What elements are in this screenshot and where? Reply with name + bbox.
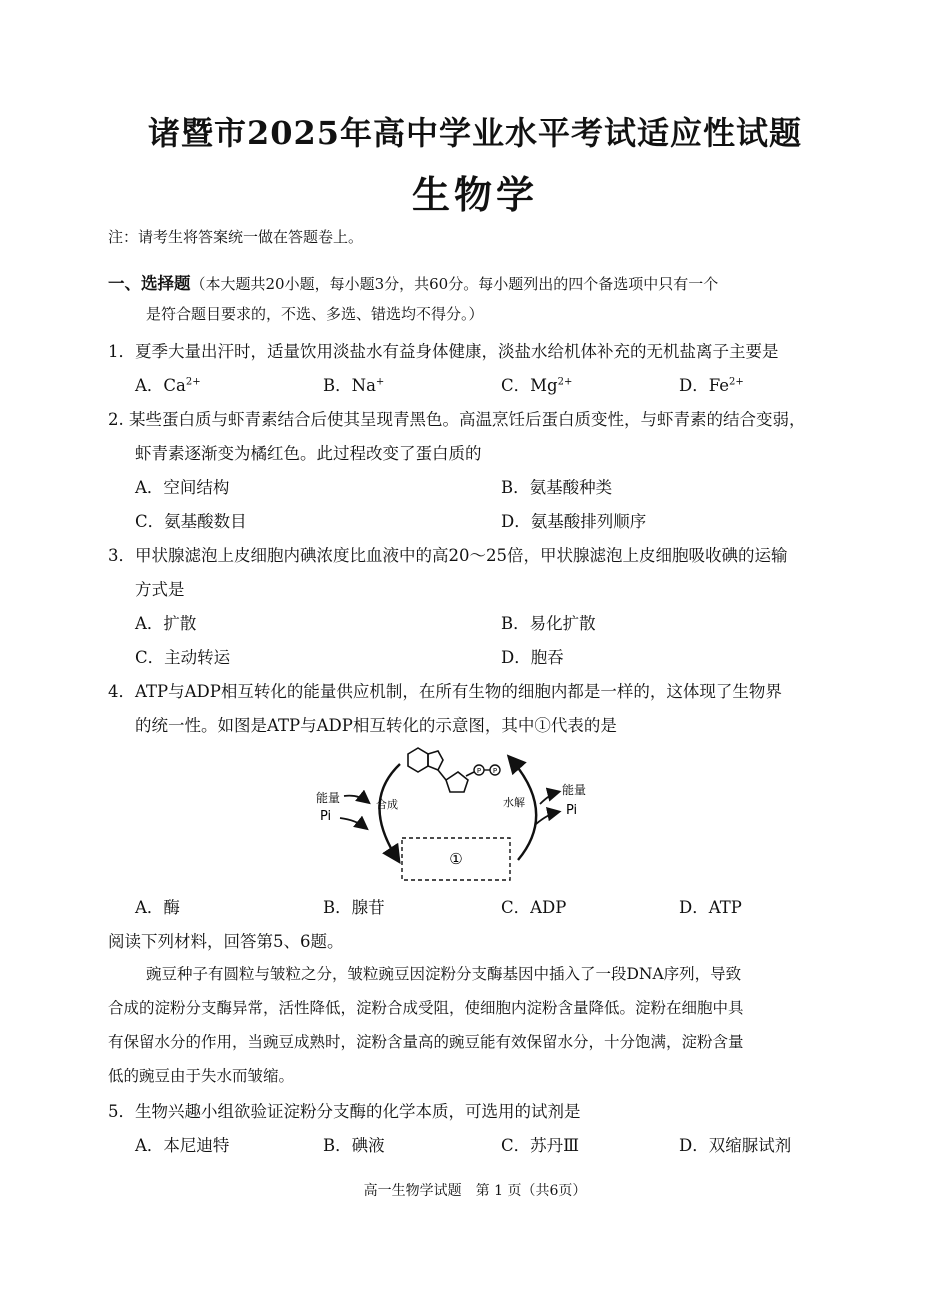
left-pi-label: Pi [320, 809, 332, 824]
q1-option-b: B．Na+ [323, 376, 385, 395]
reading-paragraph-line-1: 豌豆种子有圆粒与皱粒之分，皱粒豌豆因淀粉分支酶基因中插入了一段DNA序列，导致 [146, 965, 742, 983]
q1-stem: 1．夏季大量出汗时，适量饮用淡盐水有益身体健康，淡盐水给机体补充的无机盐离子主要是 [108, 342, 779, 361]
q5-option-c: C．苏丹Ⅲ [501, 1136, 580, 1155]
section1-desc-1: （本大题共20小题，每小题3分，共60分。每小题列出的四个备选项中只有一个 [190, 275, 719, 293]
reading-paragraph-line-3: 有保留水分的作用，当豌豆成熟时，淀粉含量高的豌豆能有效保留水分，十分饱满，淀粉含量 [108, 1033, 744, 1051]
right-pi-label: Pi [566, 803, 578, 818]
reading-paragraph-line-2: 合成的淀粉分支酶异常，活性降低，淀粉合成受阻，使细胞内淀粉含量降低。淀粉在细胞中具 [108, 999, 744, 1017]
q2-option-c: C．氨基酸数目 [135, 512, 247, 531]
q1-option-a: A．$Ca^{2+}$ [135, 376, 201, 395]
adenine-ring-icon [408, 748, 443, 772]
q3-option-c: C．主动转运 [135, 648, 231, 667]
right-pi-arrow [536, 812, 558, 824]
left-pi-arrow [340, 818, 366, 828]
subject-title: 生物学 [411, 172, 538, 217]
q5-stem: 5．生物兴趣小组欲验证淀粉分支酶的化学本质，可选用的试剂是 [108, 1102, 581, 1121]
hydrolysis-label: 水解 [503, 796, 525, 809]
left-energy-label: 能量 [316, 791, 341, 805]
q3-option-d: D．胞吞 [501, 648, 564, 667]
page-footer: 高一生物学试题 第 1 页（共6页） [363, 1183, 587, 1199]
reading-paragraph-line-4: 低的豌豆由于失水而皱缩。 [108, 1067, 295, 1085]
q3-stem-1: 3．甲状腺滤泡上皮细胞内碘浓度比血液中的高20～25倍，甲状腺滤泡上皮细胞吸收碘的运输 [108, 546, 788, 565]
section1-heading: 一、选择题 [108, 274, 191, 293]
q5-option-d: D．双缩脲试剂 [679, 1136, 792, 1155]
atp-adp-diagram [300, 742, 620, 890]
q4-option-c: C．ADP [501, 898, 567, 917]
exam-note: 注：请考生将答案统一做在答题卷上。 [108, 228, 364, 246]
q4-stem-1: 4．ATP与ADP相互转化的能量供应机制，在所有生物的细胞内都是一样的，这体现了生物界 [108, 682, 782, 701]
left-energy-arrow [344, 796, 368, 802]
q1-option-d: D．$Fe^{2+}$ [679, 376, 744, 395]
ribose-ring-icon [446, 772, 468, 792]
q2-stem-1: 2. 某些蛋白质与虾青素结合后使其呈现青黑色。高温烹饪后蛋白质变性，与虾青素的结合变弱， [108, 410, 806, 429]
q2-option-a: A．空间结构 [135, 478, 230, 497]
q1-option-c: C．$Mg^{2+}$ [501, 376, 573, 395]
q4-option-a: A．酶 [135, 898, 180, 917]
q4-option-d: D．ATP [679, 898, 742, 917]
q3-stem-2: 方式是 [135, 580, 185, 599]
synthesis-label: 合成 [376, 798, 398, 811]
phosphate-2-label: P [492, 767, 498, 775]
q4-option-b: B．腺苷 [323, 898, 385, 917]
synthesis-arc [379, 764, 400, 860]
reading-intro: 阅读下列材料，回答第5、6题。 [108, 932, 344, 951]
right-energy-label: 能量 [562, 783, 587, 797]
section1-desc-2: 是符合题目要求的，不选、多选、错选均不得分。） [146, 305, 484, 323]
q3-option-b: B．易化扩散 [501, 614, 596, 633]
q3-option-a: A．扩散 [135, 614, 197, 633]
q5-option-a: A．本尼迪特 [135, 1136, 230, 1155]
q2-option-b: B．氨基酸种类 [501, 478, 613, 497]
section1-heading-line [108, 270, 718, 294]
page-title: 诸暨市2025年高中学业水平考试适应性试题 [147, 114, 803, 152]
q2-option-d: D．氨基酸排列顺序 [501, 512, 647, 531]
right-energy-arrow [540, 792, 558, 804]
unknown-box-label: ① [449, 850, 463, 868]
q2-stem-2: 虾青素逐渐变为橘红色。此过程改变了蛋白质的 [135, 444, 482, 463]
q4-stem-2: 的统一性。如图是ATP与ADP相互转化的示意图，其中①代表的是 [135, 716, 617, 735]
q5-option-b: B．碘液 [323, 1136, 385, 1155]
phosphate-1-label: P [476, 767, 482, 775]
hydrolysis-arc [510, 758, 536, 860]
